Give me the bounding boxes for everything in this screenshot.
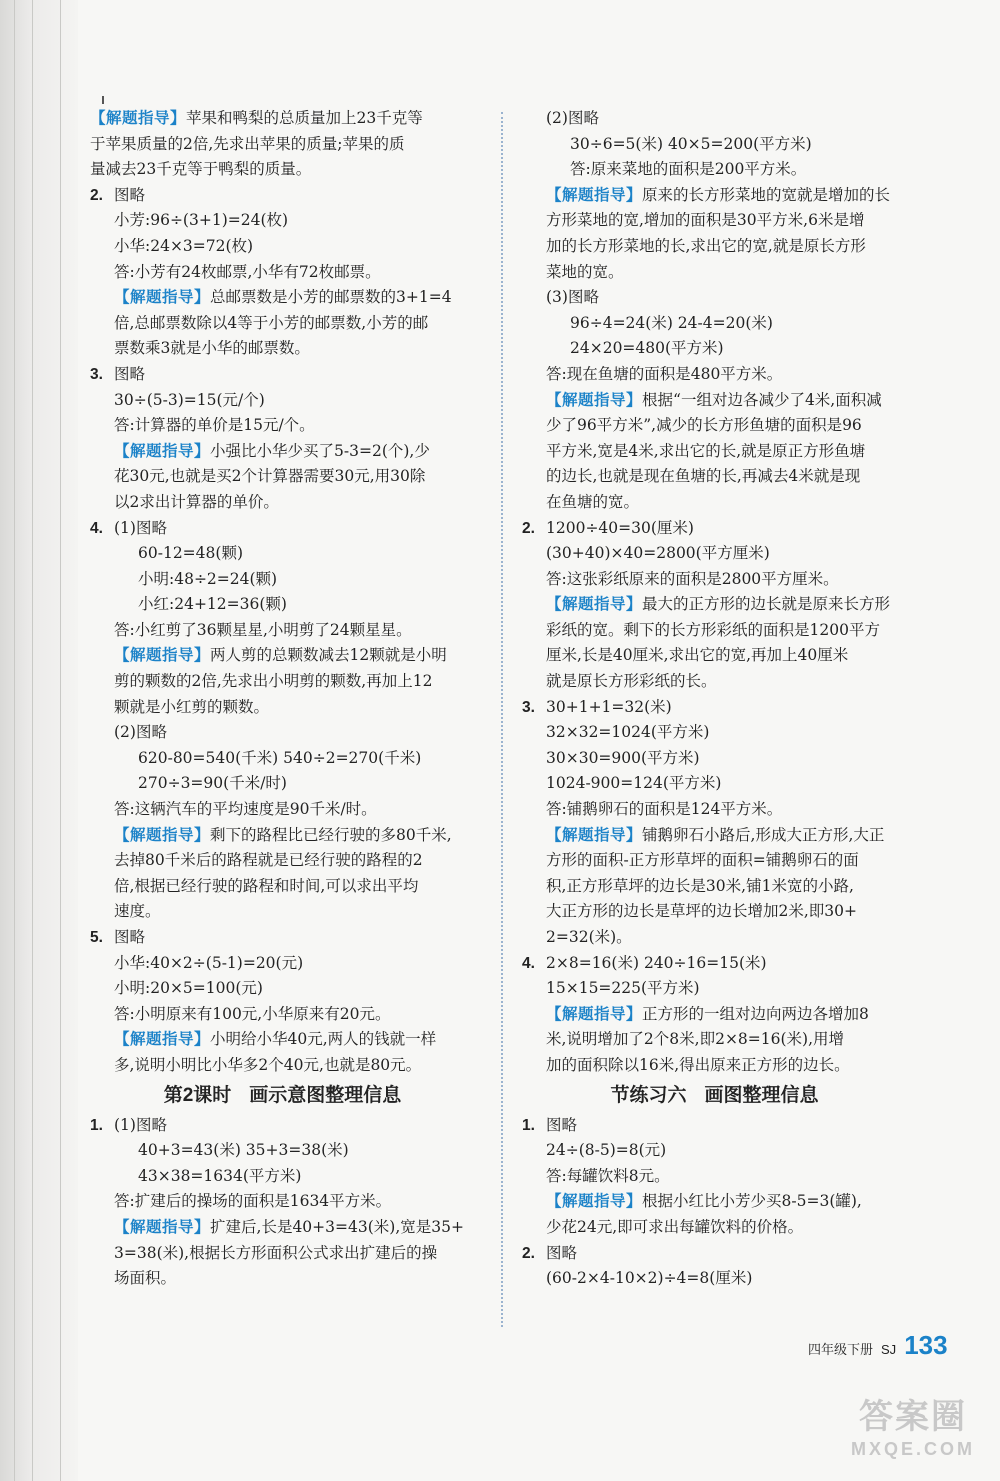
answer-text: 32×32=1024(平方米) (546, 723, 710, 742)
answer-line (90, 234, 475, 260)
answer-line (522, 797, 907, 823)
answer-text: 小华:40×2÷(5-1)=20(元) (114, 953, 304, 972)
answer-line (90, 1164, 475, 1190)
answer-line (90, 695, 475, 721)
answer-line (90, 592, 475, 618)
section-exercise-label: 节练习六 (610, 1084, 687, 1106)
right-column (522, 106, 907, 1292)
answer-line (522, 208, 907, 234)
answer-line (522, 1138, 907, 1164)
solution-guide-tag: 【解题指导】 (114, 1218, 211, 1236)
answer-text: 于苹果质量的2倍,先求出苹果的质量;苹果的质 (90, 134, 405, 153)
answer-line (522, 1113, 907, 1139)
answer-text: 少花24元,即可求出每罐饮料的价格。 (546, 1217, 804, 1236)
answer-text: 24÷(8-5)=8(元) (546, 1141, 667, 1160)
answer-text: 小华:24×3=72(枚) (114, 236, 254, 255)
corner-mark (102, 96, 104, 104)
answer-text: 少了96平方米”,减少的长方形鱼塘的面积是96 (546, 416, 862, 435)
answer-text: (1)图略 (114, 518, 167, 537)
answer-text: 1024-900=124(平方米) (546, 774, 722, 793)
answer-text: 加的面积除以16米,得出原来正方形的边长。 (546, 1055, 850, 1074)
solution-guide-tag: 【解题指导】 (114, 826, 211, 844)
answer-line (522, 541, 907, 567)
page-number: 133 (904, 1330, 948, 1360)
answer-text: 小明:48÷2=24(颗) (138, 569, 278, 588)
answer-text: 图略 (114, 364, 146, 383)
answer-text: 43×38=1634(平方米) (138, 1166, 302, 1185)
answer-line (522, 183, 907, 209)
answer-text: 图略 (114, 185, 146, 204)
section-lesson-title: 画示意图整理信息 (249, 1084, 402, 1106)
solution-guide-tag: 【解题指导】 (90, 110, 187, 127)
answer-text: 30÷6=5(米) 40×5=200(平方米) (570, 134, 812, 153)
answer-text: 苹果和鸭梨的总质量加上23千克等 (186, 109, 423, 127)
answer-text: 小芳:96÷(3+1)=24(枚) (114, 211, 289, 230)
answer-line (90, 1002, 475, 1028)
solution-guide-tag: 【解题指导】 (114, 289, 211, 307)
answer-line (90, 618, 475, 644)
left-answers-part1 (90, 106, 475, 1079)
answer-text: 1200÷40=30(厘米) (546, 518, 694, 537)
question-number: 3. (522, 698, 535, 716)
answer-line (522, 1266, 907, 1292)
answer-line (90, 362, 475, 388)
answer-text: 以2求出计算器的单价。 (114, 492, 279, 511)
answer-line (90, 157, 475, 183)
answer-text: 60-12=48(颗) (138, 544, 243, 563)
answer-text: 根据小红比小芳少买8-5=3(罐), (642, 1192, 862, 1211)
answer-line (90, 976, 475, 1002)
answer-line (90, 720, 475, 746)
answer-line (522, 490, 907, 516)
answer-text: 积,正方形草坪的边长是30米,铺1米宽的小路, (546, 876, 854, 895)
solution-guide-tag: 【解题指导】 (546, 1005, 643, 1023)
answer-line (90, 413, 475, 439)
answer-line (522, 1027, 907, 1053)
answer-line (90, 797, 475, 823)
answer-line (90, 516, 475, 542)
answer-line (522, 157, 907, 183)
answer-line (90, 848, 475, 874)
question-number: 3. (90, 365, 103, 383)
answer-text: (60-2×4-10×2)÷4=8(厘米) (546, 1269, 753, 1288)
answer-line (522, 1002, 907, 1028)
answer-line (90, 208, 475, 234)
answer-text: 2×8=16(米) 240÷16=15(米) (546, 953, 767, 972)
answer-line (522, 874, 907, 900)
question-number: 4. (522, 954, 535, 972)
answer-line (522, 106, 907, 132)
answer-line (90, 1113, 475, 1139)
answer-text: 图略 (114, 928, 146, 946)
answer-line (522, 618, 907, 644)
answer-text: 厘米,长是40厘米,求出它的宽,再加上40厘米 (546, 646, 849, 665)
answer-text: 就是原长方形彩纸的长。 (546, 672, 717, 691)
solution-guide-tag: 【解题指导】 (546, 186, 643, 204)
answer-text: 2=32(米)。 (546, 928, 632, 946)
answer-line (522, 362, 907, 388)
answer-text: (2)图略 (114, 723, 167, 742)
answer-text: 答:现在鱼塘的面积是480平方米。 (546, 364, 783, 383)
answer-text: 答:小红剪了36颗星星,小明剪了24颗星星。 (114, 620, 412, 639)
answer-line (522, 643, 907, 669)
answer-text: 96÷4=24(米) 24-4=20(米) (570, 313, 773, 332)
answer-text: 小红:24+12=36(颗) (138, 595, 287, 614)
answer-line (522, 439, 907, 465)
question-number: 4. (90, 519, 103, 537)
answer-line (522, 1164, 907, 1190)
answer-line (90, 899, 475, 925)
answer-text: 加的长方形菜地的长,求出它的宽,就是原长方形 (546, 236, 866, 255)
answer-line (522, 567, 907, 593)
answer-text: (30+40)×40=2800(平方厘米) (546, 544, 770, 563)
answer-text: 30÷(5-3)=15(元/个) (114, 390, 265, 409)
answer-line (90, 874, 475, 900)
footer-edition: SJ (881, 1342, 897, 1357)
answer-text: (3)图略 (546, 288, 599, 307)
book-binding-edge (0, 0, 78, 1481)
answer-text: 答:这辆汽车的平均速度是90千米/时。 (114, 800, 377, 819)
answer-line (90, 183, 475, 209)
question-number: 2. (522, 519, 535, 537)
answer-text: 40+3=43(米) 35+3=38(米) (138, 1141, 349, 1160)
right-answers-part1 (522, 106, 907, 1079)
answer-text: 答:每罐饮料8元。 (546, 1166, 670, 1185)
solution-guide-tag: 【解题指导】 (546, 1193, 643, 1211)
question-number: 1. (90, 1116, 103, 1134)
left-section-heading (90, 1081, 475, 1111)
answer-text: 菜地的宽。 (546, 262, 624, 281)
answer-line (90, 285, 475, 311)
answer-text: 剩下的路程比已经行驶的多80千米, (210, 825, 452, 844)
answer-text: 3=38(米),根据长方形面积公式求出扩建后的操 (114, 1243, 438, 1262)
answer-text: 答:这张彩纸原来的面积是2800平方厘米。 (546, 569, 839, 588)
footer-grade: 四年级下册 (808, 1342, 874, 1357)
answer-text: 总邮票数是小芳的邮票数的3+1=4 (210, 288, 452, 307)
answer-text: 620-80=540(千米) 540÷2=270(千米) (138, 748, 422, 767)
answer-text: 30×30=900(平方米) (546, 748, 700, 767)
answer-text: 的边长,也就是现在鱼塘的长,再减去4米就是现 (546, 467, 861, 486)
answer-text: 倍,总邮票数除以4等于小芳的邮票数,小芳的邮 (114, 313, 429, 332)
answer-line (522, 311, 907, 337)
column-divider (501, 112, 503, 1327)
answer-line (90, 567, 475, 593)
answer-line (522, 1189, 907, 1215)
answer-text: 小强比小华少买了5-3=2(个),少 (210, 441, 430, 460)
answer-line (522, 336, 907, 362)
answer-text: 答:原来菜地的面积是200平方米。 (570, 160, 807, 179)
answer-text: 最大的正方形的边长就是原来长方形 (642, 595, 891, 614)
section-lesson-label: 第2课时 (163, 1084, 232, 1106)
question-number: 5. (90, 929, 103, 946)
solution-guide-tag: 【解题指导】 (114, 1031, 211, 1049)
answer-text: 在鱼塘的宽。 (546, 492, 640, 511)
answer-line (90, 388, 475, 414)
left-column (90, 106, 475, 1292)
answer-text: 答:小明原来有100元,小华原来有20元。 (114, 1004, 391, 1023)
watermark-text-en: MXQE.COM (850, 1439, 975, 1459)
answer-text: 两人剪的总颗数减去12颗就是小明 (210, 646, 447, 665)
answer-line (522, 234, 907, 260)
answer-text: 小明:20×5=100(元) (114, 979, 263, 998)
answer-line (90, 1053, 475, 1079)
answer-text: 根据“一组对边各减少了4米,面积减 (642, 390, 882, 409)
answer-line (90, 1215, 475, 1241)
answer-text: 270÷3=90(千米/时) (138, 774, 287, 793)
answer-text: 去掉80千米后的路程就是已经行驶的路程的2 (114, 851, 423, 870)
answer-line (90, 1241, 475, 1267)
answer-text: 图略 (546, 1243, 578, 1262)
answer-line (90, 464, 475, 490)
question-number: 2. (522, 1244, 535, 1262)
answer-line (90, 439, 475, 465)
answer-text: 场面积。 (114, 1269, 177, 1288)
answer-line (522, 695, 907, 721)
answer-line (522, 388, 907, 414)
answer-text: 量减去23千克等于鸭梨的质量。 (90, 160, 312, 179)
watermark-logo (838, 1396, 988, 1474)
answer-text: 15×15=225(平方米) (546, 979, 700, 998)
answer-line (90, 132, 475, 158)
solution-guide-tag: 【解题指导】 (114, 442, 211, 460)
answer-line (90, 823, 475, 849)
answer-line (90, 925, 475, 951)
answer-text: 24×20=480(平方米) (570, 339, 724, 358)
answer-text: 速度。 (114, 902, 161, 921)
answer-text: 答:扩建后的操场的面积是1634平方米。 (114, 1192, 392, 1211)
answer-line (90, 1138, 475, 1164)
answer-text: 扩建后,长是40+3=43(米),宽是35+ (210, 1217, 464, 1236)
answer-text: 答:小芳有24枚邮票,小华有72枚邮票。 (114, 262, 381, 281)
answer-line (90, 746, 475, 772)
question-number: 2. (90, 186, 103, 204)
question-number: 1. (522, 1116, 535, 1134)
answer-line (522, 823, 907, 849)
answer-text: 大正方形的边长是草坪的边长增加2米,即30+ (546, 902, 858, 921)
answer-text: 颗就是小红剪的颗数。 (114, 697, 270, 716)
answer-text: 30+1+1=32(米) (546, 697, 672, 716)
answer-text: 答:铺鹅卵石的面积是124平方米。 (546, 800, 783, 819)
answer-text: 花30元,也就是买2个计算器需要30元,用30除 (114, 467, 426, 486)
answer-line (90, 311, 475, 337)
left-answers-part2 (90, 1113, 475, 1292)
answer-text: 铺鹅卵石小路后,形成大正方形,大正 (642, 825, 885, 844)
answer-line (90, 106, 475, 132)
answer-line (522, 413, 907, 439)
answer-text: 米,说明增加了2个8米,即2×8=16(米),用增 (546, 1030, 845, 1049)
page-footer (808, 1330, 948, 1360)
answer-line (522, 771, 907, 797)
answer-line (522, 592, 907, 618)
answer-line (90, 643, 475, 669)
answer-line (522, 669, 907, 695)
answer-text: 正方形的一组对边向两边各增加8 (642, 1004, 869, 1023)
solution-guide-tag: 【解题指导】 (546, 826, 643, 844)
answer-line (90, 1027, 475, 1053)
answer-line (522, 516, 907, 542)
right-answers-part2 (522, 1113, 907, 1292)
answer-line (90, 669, 475, 695)
answer-line (90, 490, 475, 516)
answer-line (522, 720, 907, 746)
answer-line (90, 1189, 475, 1215)
answer-line (522, 746, 907, 772)
answer-line (90, 1266, 475, 1292)
right-section-heading (522, 1081, 907, 1111)
watermark-text-cn: 答案圈 (859, 1398, 967, 1436)
answer-line (522, 899, 907, 925)
answer-text: 小明给小华40元,两人的钱就一样 (210, 1030, 437, 1049)
answer-text: 方形的面积-正方形草坪的面积=铺鹅卵石的面 (546, 851, 859, 870)
answer-line (522, 285, 907, 311)
answer-line (90, 951, 475, 977)
answer-line (522, 260, 907, 286)
answer-line (522, 1215, 907, 1241)
answer-line (90, 541, 475, 567)
answer-line (522, 1241, 907, 1267)
answer-line (522, 464, 907, 490)
answer-text: 票数乘3就是小华的邮票数。 (114, 339, 310, 358)
answer-line (522, 1053, 907, 1079)
solution-guide-tag: 【解题指导】 (546, 596, 643, 614)
answer-text: 方形菜地的宽,增加的面积是30平方米,6米是增 (546, 211, 865, 230)
answer-text: 倍,根据已经行驶的路程和时间,可以求出平均 (114, 876, 419, 895)
answer-text: (1)图略 (114, 1115, 167, 1134)
answer-line (522, 848, 907, 874)
answer-line (522, 951, 907, 977)
answer-text: 多,说明小明比小华多2个40元,也就是80元。 (114, 1055, 422, 1074)
answer-text: 平方米,宽是4米,求出它的长,就是原正方形鱼塘 (546, 441, 866, 460)
answer-line (522, 976, 907, 1002)
section-exercise-title: 画图整理信息 (704, 1084, 819, 1106)
answer-text: 彩纸的宽。剩下的长方形彩纸的面积是1200平方 (546, 620, 880, 639)
answer-line (90, 336, 475, 362)
answer-text: 图略 (546, 1115, 578, 1134)
answer-line (90, 260, 475, 286)
answer-text: 答:计算器的单价是15元/个。 (114, 416, 315, 435)
answer-text: 原来的长方形菜地的宽就是增加的长 (642, 185, 891, 204)
solution-guide-tag: 【解题指导】 (546, 391, 643, 409)
answer-line (90, 771, 475, 797)
answer-line (522, 132, 907, 158)
answer-text: (2)图略 (546, 109, 599, 127)
answer-line (522, 925, 907, 951)
answer-text: 剪的颗数的2倍,先求出小明剪的颗数,再加上12 (114, 672, 433, 691)
solution-guide-tag: 【解题指导】 (114, 647, 211, 665)
